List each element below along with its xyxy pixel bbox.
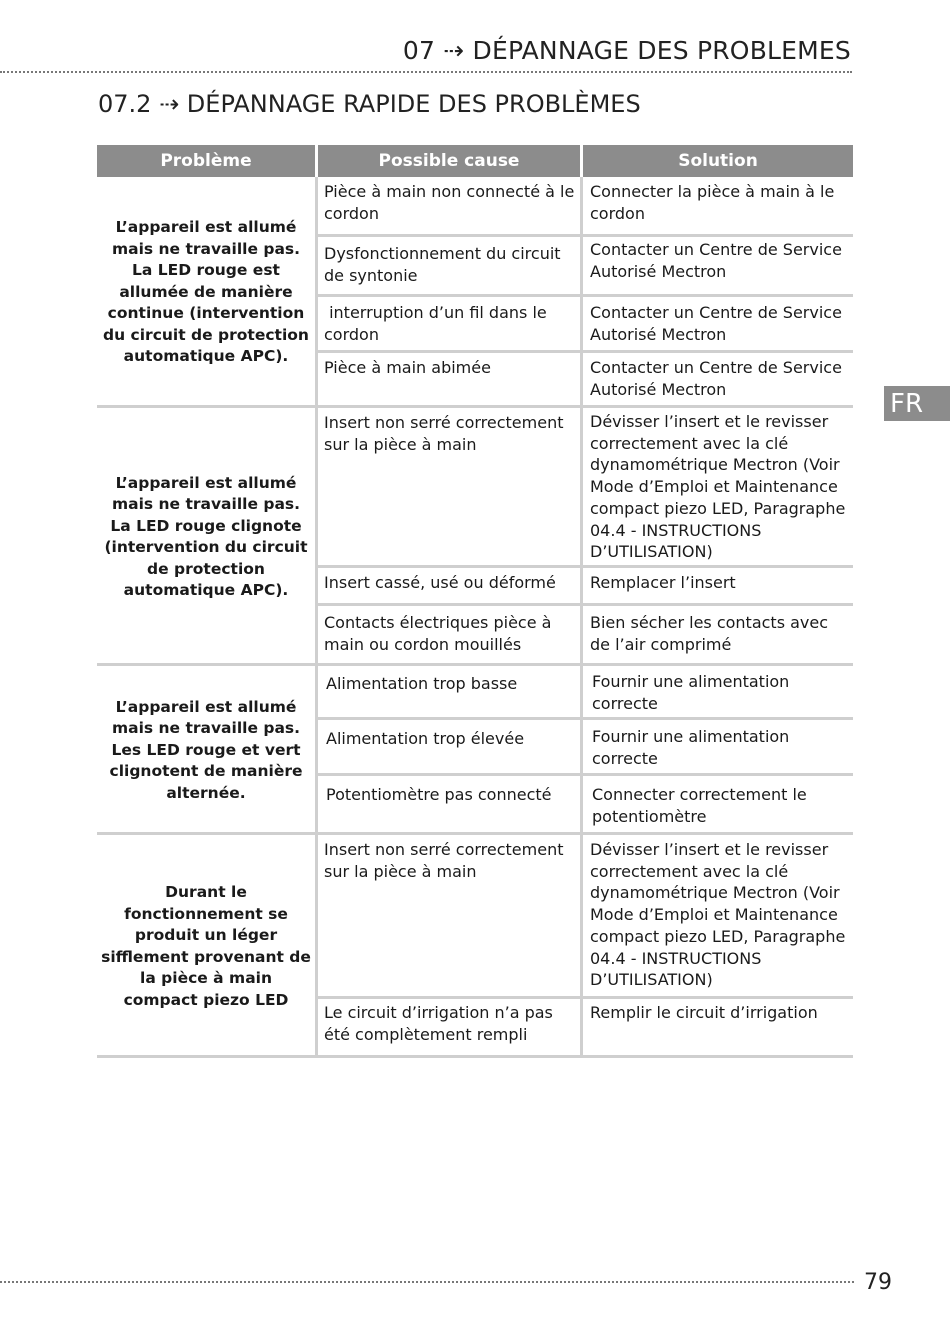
cause-cell: Alimentation trop basse [326, 674, 518, 693]
row-divider [318, 603, 853, 606]
header-solution: Solution [583, 145, 853, 177]
cause-cell: Potentiomètre pas connecté [326, 785, 552, 804]
row-divider [318, 996, 853, 999]
problem-cell: L’appareil est allumé mais ne travaille pas. Les LED rouge et vert clignotent de manière alternée. [109, 697, 303, 802]
footer-divider [0, 1281, 854, 1283]
problem-group [97, 835, 853, 1058]
solution-cell: Fournir une alimentation correcte [592, 727, 795, 768]
header-cause: Possible cause [318, 145, 580, 177]
row-divider [318, 294, 853, 297]
column-divider [315, 835, 318, 1058]
column-divider [315, 666, 318, 835]
cause-cell: interruption d’un fil dans le cordon [324, 303, 552, 344]
solution-cell: Remplir le circuit d’irrigation [590, 1003, 818, 1022]
problem-group [97, 666, 853, 835]
language-tab: FR [884, 386, 950, 421]
group-divider [97, 1055, 853, 1058]
solution-cell: Contacter un Centre de Service Autorisé Mectron [590, 303, 848, 344]
column-divider [580, 835, 583, 1058]
solution-cell: Connecter correctement le potentiomètre [592, 785, 812, 826]
cause-cell: Le circuit d’irrigation n’a pas été complètement rempli [324, 1003, 558, 1044]
cause-cell: Contacts électriques pièce à main ou cordon mouillés [324, 613, 557, 654]
cause-cell: Insert non serré correctement sur la pièce à main [324, 840, 569, 881]
row-divider [318, 773, 853, 776]
page-number: 79 [864, 1270, 892, 1295]
row-divider [318, 350, 853, 353]
column-divider [315, 408, 318, 666]
row-divider [318, 565, 853, 568]
header-divider [0, 71, 852, 73]
solution-cell: Dévisser l’insert et le revisser correctement avec la clé dynamométrique Mectron (Voir Mode d’Emploi et Maintenance compact piezo LED, Paragraphe 04.4 - INSTRUCTIONS D’UTILISATION) [590, 840, 851, 990]
cause-cell: Pièce à main non connecté à le cordon [324, 182, 580, 223]
table-header [97, 145, 853, 177]
solution-cell: Contacter un Centre de Service Autorisé Mectron [590, 240, 848, 281]
column-divider [580, 666, 583, 835]
cause-cell: Dysfonctionnement du circuit de syntonie [324, 244, 566, 285]
problem-cell: L’appareil est allumé mais ne travaille pas. La LED rouge clignote (intervention du circuit de protection automatique APC). [104, 473, 308, 599]
problem-group [97, 177, 853, 408]
column-divider [580, 177, 583, 408]
cause-cell: Insert non serré correctement sur la pièce à main [324, 413, 569, 454]
solution-cell: Connecter la pièce à main à le cordon [590, 182, 840, 223]
row-divider [318, 717, 853, 720]
problem-cell: L’appareil est allumé mais ne travaille pas. La LED rouge est allumée de manière continue (intervention du circuit de protection automatique APC). [103, 218, 309, 366]
row-divider [318, 234, 853, 237]
column-divider [315, 177, 318, 408]
chapter-title: 07 ⇢ DÉPANNAGE DES PROBLEMES [402, 36, 851, 65]
solution-cell: Remplacer l’insert [590, 573, 736, 592]
section-title: 07.2 ⇢ DÉPANNAGE RAPIDE DES PROBLÈMES [98, 90, 641, 118]
cause-cell: Insert cassé, usé ou déformé [324, 573, 556, 592]
solution-cell: Contacter un Centre de Service Autorisé Mectron [590, 358, 848, 399]
cause-cell: Pièce à main abimée [324, 358, 491, 377]
solution-cell: Dévisser l’insert et le revisser correctement avec la clé dynamométrique Mectron (Voir Mode d’Emploi et Maintenance compact piezo LED, Paragraphe 04.4 - INSTRUCTIONS D’UTILISATION) [590, 412, 851, 562]
solution-cell: Fournir une alimentation correcte [592, 672, 795, 713]
header-problem: Problème [97, 145, 315, 177]
solution-cell: Bien sécher les contacts avec de l’air comprimé [590, 613, 834, 654]
cause-cell: Alimentation trop élevée [326, 729, 525, 748]
problem-group [97, 408, 853, 666]
column-divider [580, 408, 583, 666]
problem-cell: Durant le fonctionnement se produit un léger sifflement provenant de la pièce à main compact piezo LED [101, 883, 311, 1009]
